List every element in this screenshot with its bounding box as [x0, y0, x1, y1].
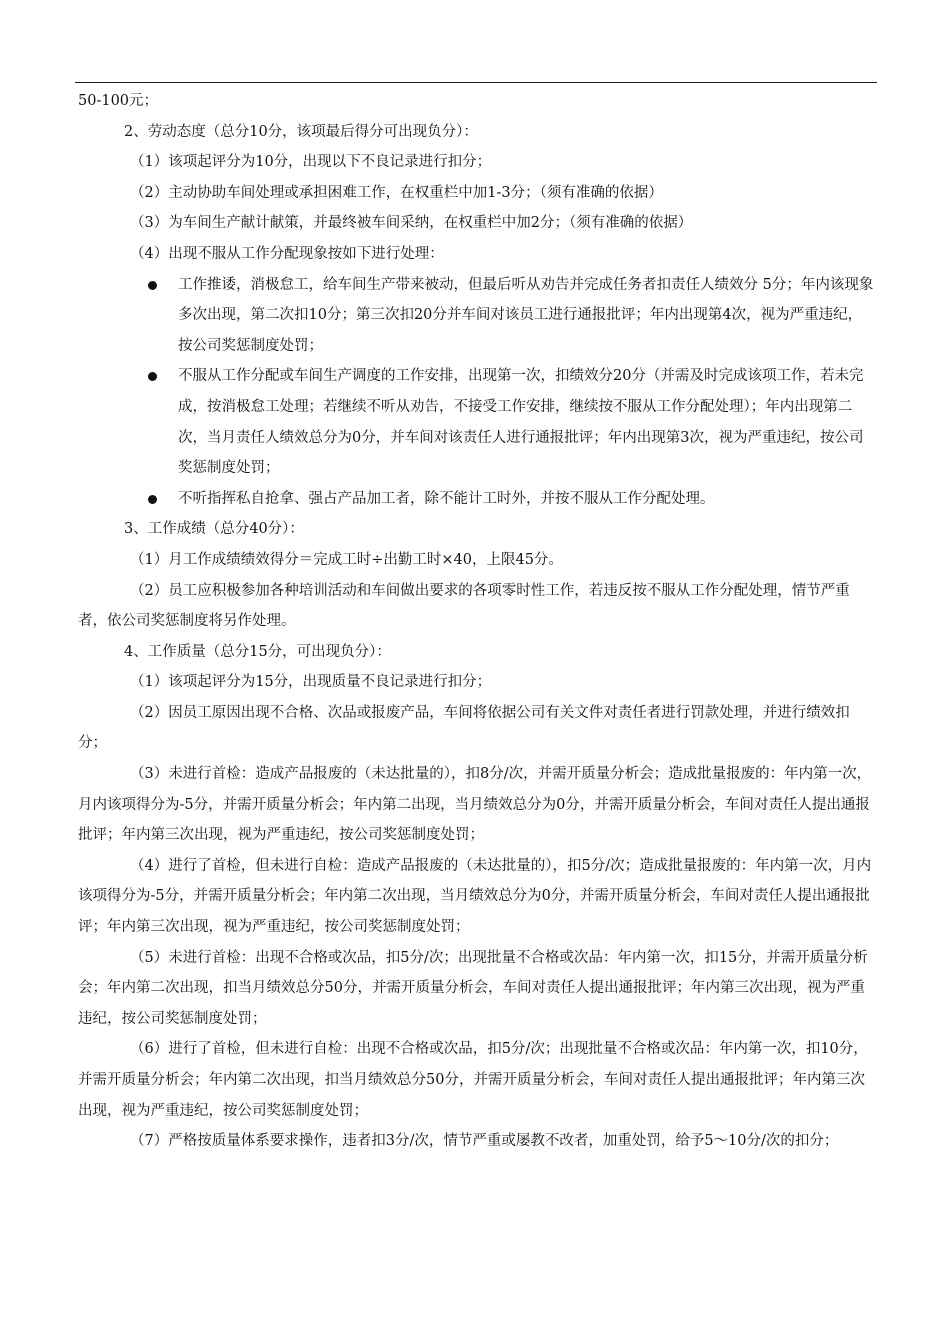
bullet-item [78, 361, 875, 483]
document-body [78, 86, 875, 1157]
bullet-text: 不听指挥私自抢拿、强占产品加工者，除不能计工时外，并按不服从工作分配处理。 [178, 490, 715, 507]
list-item: （2）因员工原因出现不合格、次品或报废产品，车间将依据公司有关文件对责任者进行罚款处理，并进行绩效扣分； [78, 704, 850, 752]
bullet-item [78, 484, 875, 515]
bullet-text: 不服从工作分配或车间生产调度的工作安排，出现第一次，扣绩效分20分（并需及时完成该项工作，若未完成，按消极怠工处理；若继续不听从劝告，不接受工作安排，继续按不服从工作分配处理）；年内出现第二次，当月责任人绩效总分为0分，并车间对该责任人进行通报批评；年内出现第3次，视为严重违纪，按公司奖惩制度处罚； [178, 368, 864, 477]
list-item: （1）该项起评分为10分，出现以下不良记录进行扣分； [130, 154, 492, 171]
bullet-text: 工作推诿，消极怠工，给车间生产带来被动，但最后听从劝告并完成任务者扣责任人绩效分 5分；年内该现象多次出现，第二次扣10分；第三次扣20分并车间对该员工进行通报批评；年内出现第4次，视为严重违纪，按公司奖惩制度处罚； [178, 276, 874, 354]
list-item: （4）出现不服从工作分配现象按如下进行处理： [130, 245, 444, 262]
bullet-item [78, 270, 875, 362]
list-item: （3）为车间生产献计献策，并最终被车间采纳，在权重栏中加2分；（须有准确的依据） [130, 215, 693, 232]
section-heading-work-performance: 3、工作成绩（总分40分）： [124, 521, 304, 538]
list-item: （3）未进行首检：造成产品报废的（未达批量的），扣8分/次，并需开质量分析会；造成批量报废的：年内第一次，月内该项得分为-5分，并需开质量分析会；年内第二出现，当月绩效总分为0分，并需开质量分析会，车间对责任人提出通报批评；年内第三次出现，视为严重违纪，按公司奖惩制度处罚； [78, 766, 872, 844]
bullet-icon [148, 281, 157, 290]
list-item: （4）进行了首检，但未进行自检：造成产品报废的（未达批量的），扣5分/次；造成批量报废的：年内第一次，月内该项得分为-5分，并需开质量分析会；年内第二次出现，当月绩效总分为0分，并需开质量分析会，车间对责任人提出通报批评；年内第三次出现，视为严重违纪，按公司奖惩制度处罚； [78, 857, 872, 936]
list-item: （1）该项起评分为15分，出现质量不良记录进行扣分； [130, 674, 492, 691]
header-rule [75, 82, 877, 83]
section-heading-labor-attitude: 2、劳动态度（总分10分，该项最后得分可出现负分）： [124, 123, 478, 140]
list-item: （1）月工作成绩绩效得分＝完成工时÷出勤工时×40，上限45分。 [130, 551, 563, 568]
list-item: （2）员工应积极参加各种培训活动和车间做出要求的各项零时性工作，若违反按不服从工作分配处理，情节严重者，依公司奖惩制度将另作处理。 [78, 582, 850, 630]
list-item: （5）未进行首检：出现不合格或次品，扣5分/次；出现批量不合格或次品：年内第一次，扣15分，并需开质量分析会；年内第二次出现，扣当月绩效总分50分，并需开质量分析会，车间对责任人提出通报批评；年内第三次出现，视为严重违纪，按公司奖惩制度处罚； [78, 949, 868, 1027]
list-item: （7）严格按质量体系要求操作，违者扣3分/次，情节严重或屡教不改者，加重处罚，给予5～10分/次的扣分； [130, 1133, 839, 1150]
list-item: （2）主动协助车间处理或承担困难工作，在权重栏中加1-3分；（须有准确的依据） [130, 184, 663, 201]
list-item: （6）进行了首检，但未进行自检：出现不合格或次品，扣5分/次；出现批量不合格或次品：年内第一次，扣10分，并需开质量分析会；年内第二次出现，扣当月绩效总分50分，并需开质量分析会，车间对责任人提出通报批评；年内第三次出现，视为严重违纪，按公司奖惩制度处罚； [78, 1041, 868, 1119]
text-line: 50-100元； [78, 93, 159, 109]
bullet-icon [148, 495, 157, 504]
section-heading-work-quality: 4、工作质量（总分15分，可出现负分）： [124, 643, 391, 660]
bullet-icon [148, 372, 157, 381]
